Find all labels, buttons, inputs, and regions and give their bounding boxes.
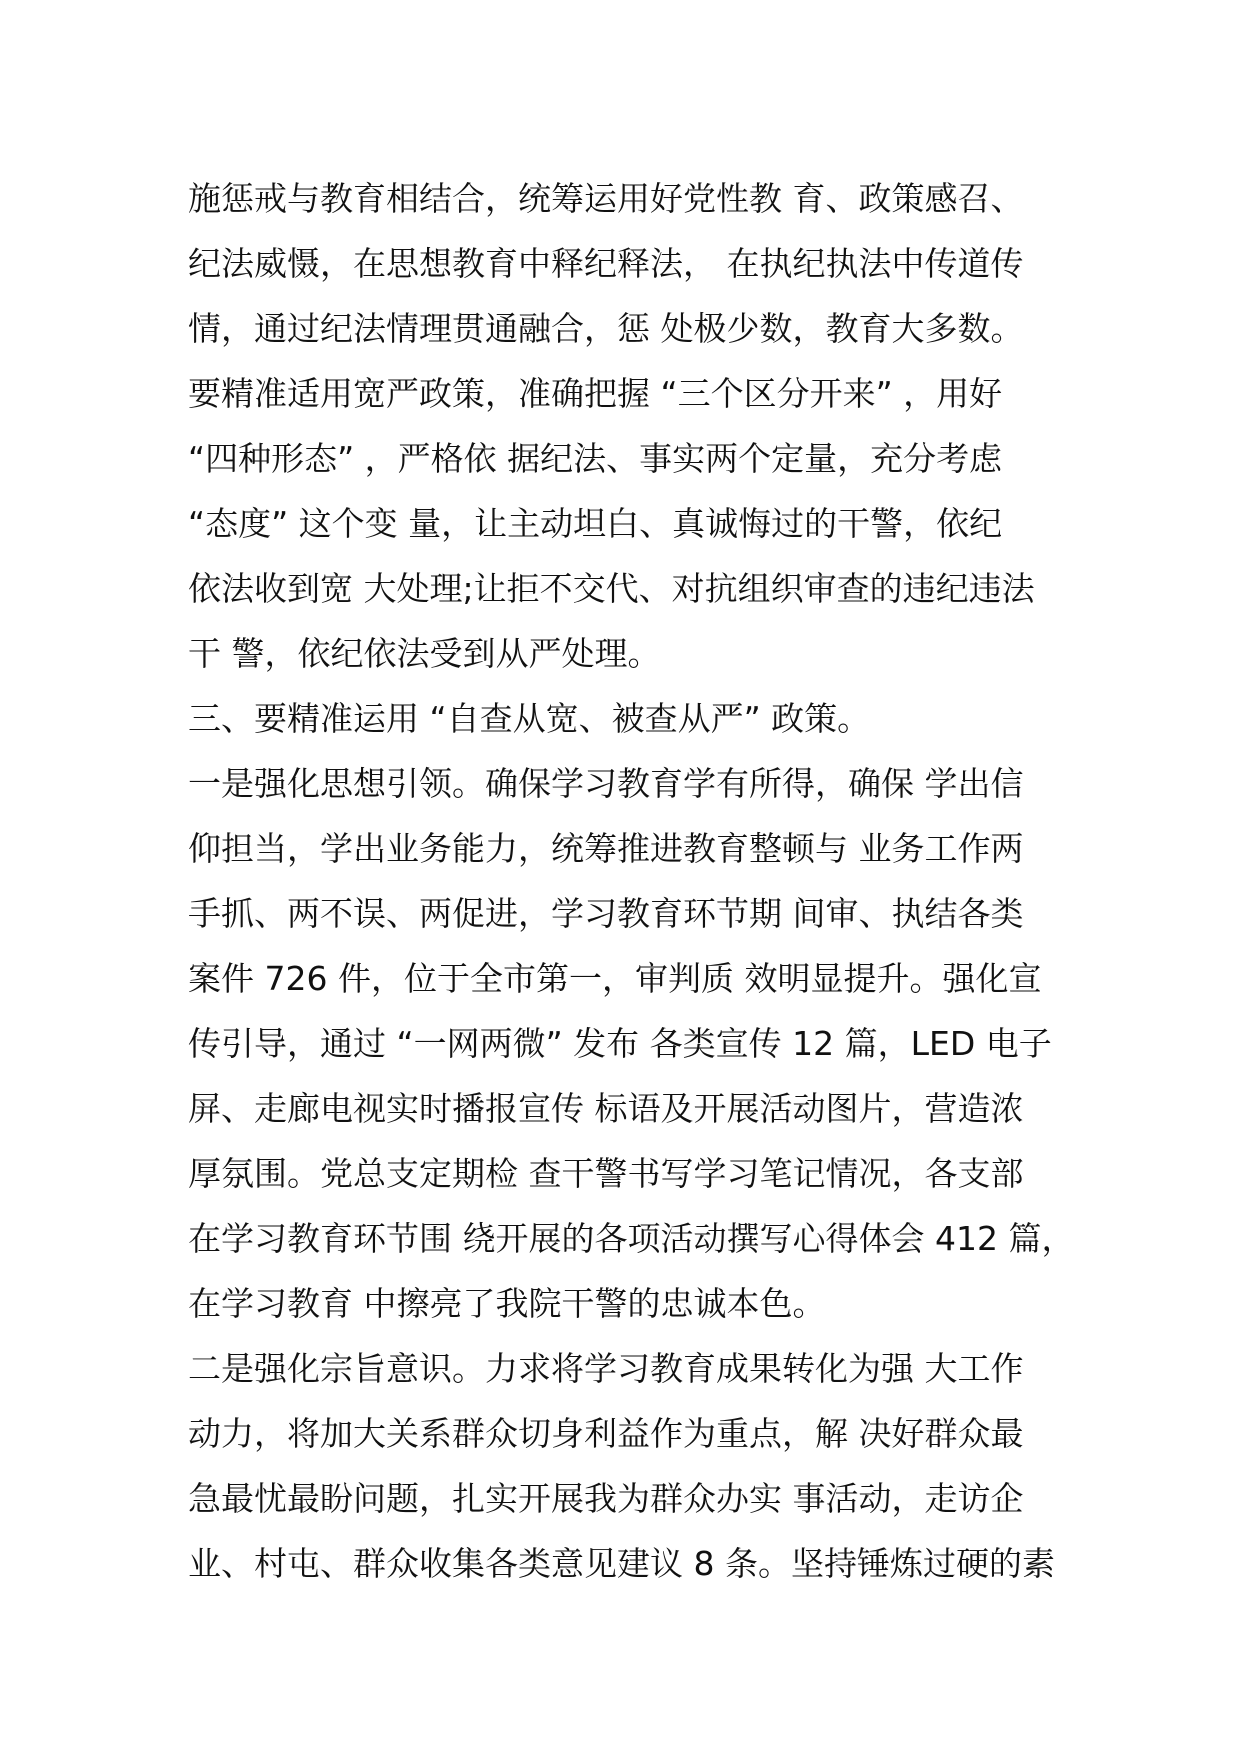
text-line: 动力，将加大关系群众切身利益作为重点，解 决好群众最 xyxy=(188,1414,1024,1453)
text-line: “四种形态” ，严格依 据纪法、事实两个定量，充分考虑 xyxy=(188,439,1003,478)
text-line: 屏、走廊电视实时播报宣传 标语及开展活动图片，营造浓 xyxy=(188,1089,1024,1128)
text-line: 案件 726 件，位于全市第一，审判质 效明显提升。强化宣 xyxy=(188,959,1042,998)
text-line: 厚氛围。党总支定期检 查干警书写学习笔记情况，各支部 xyxy=(188,1154,1024,1193)
body-text xyxy=(188,166,1088,1596)
text-line: 急最忧最盼问题，扎实开展我为群众办实 事活动，走访企 xyxy=(188,1479,1024,1518)
text-line: 手抓、两不误、两促进，学习教育环节期 间审、执结各类 xyxy=(188,894,1024,933)
text-line: 依法收到宽 大处理;让拒不交代、对抗组织审查的违纪违法 xyxy=(188,569,1035,608)
text-line: 施惩戒与教育相结合，统筹运用好党性教 育、政策感召、 xyxy=(188,179,1024,218)
text-line: 业、村屯、群众收集各类意见建议 8 条。坚持锤炼过硬的素 xyxy=(188,1544,1055,1583)
text-line: 在学习教育环节围 绕开展的各项活动撰写心得体会 412 篇， xyxy=(188,1219,1075,1258)
text-line: 情，通过纪法情理贯通融合，惩 处极少数，教育大多数。 xyxy=(188,309,1024,348)
section-heading: 三、要精准运用 “自查从宽、被查从严” 政策。 xyxy=(188,699,871,738)
text-line: 二是强化宗旨意识。力求将学习教育成果转化为强 大工作 xyxy=(188,1349,1024,1388)
text-line: 干 警，依纪依法受到从严处理。 xyxy=(188,634,661,673)
text-line: 要精准适用宽严政策，准确把握 “三个区分开来” ，用好 xyxy=(188,374,1003,413)
text-line: 在学习教育 中擦亮了我院干警的忠诚本色。 xyxy=(188,1284,826,1323)
text-line: 仰担当，学出业务能力，统筹推进教育整顿与 业务工作两 xyxy=(188,829,1024,868)
text-line: 传引导，通过 “一网两微” 发布 各类宣传 12 篇，LED 电子 xyxy=(188,1024,1052,1063)
text-line: “态度” 这个变 量，让主动坦白、真诚悔过的干警，依纪 xyxy=(188,504,1003,543)
text-line: 纪法威慑，在思想教育中释纪释法， 在执纪执法中传道传 xyxy=(188,244,1024,283)
text-line: 一是强化思想引领。确保学习教育学有所得，确保 学出信 xyxy=(188,764,1024,803)
